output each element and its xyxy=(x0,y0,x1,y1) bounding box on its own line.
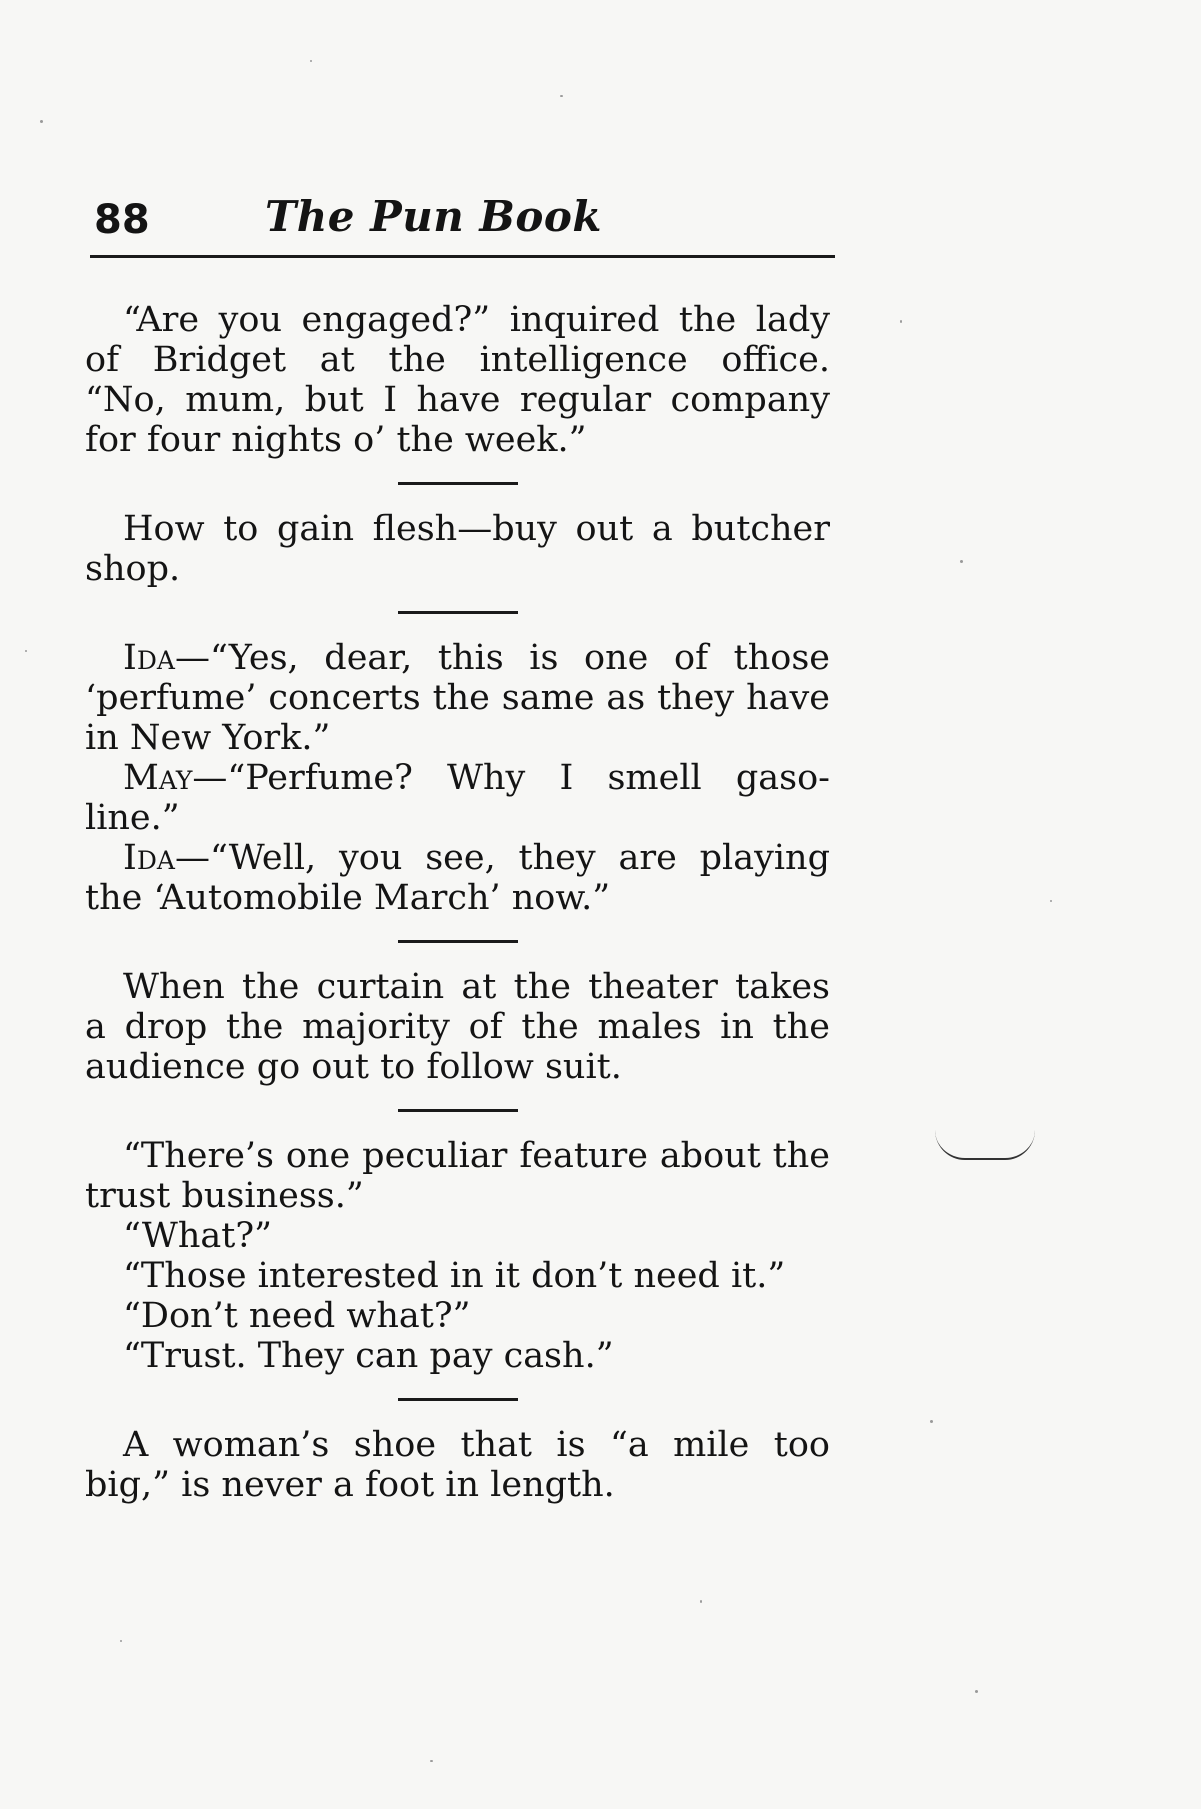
print-speck xyxy=(310,60,312,62)
print-speck xyxy=(700,1600,702,1603)
text-line: audience go out to follow suit. xyxy=(85,1047,622,1087)
print-speck xyxy=(40,120,43,123)
print-speck xyxy=(930,1420,933,1423)
joke-trust-business xyxy=(85,1136,830,1376)
page-number: 88 xyxy=(94,197,150,243)
margin-pencil-mark xyxy=(935,1130,1035,1160)
text-line: “Are you engaged?” inquired the lady xyxy=(123,300,830,340)
text-line: a drop the majority of the males in the xyxy=(85,1007,830,1047)
text-line: shop. xyxy=(85,549,181,589)
text-line: “Don’t need what?” xyxy=(123,1296,471,1336)
running-title: The Pun Book xyxy=(265,192,603,241)
joke-perfume-concert xyxy=(85,638,830,918)
text-line: of Bridget at the intelligence office. xyxy=(85,340,830,380)
text-line: How to gain flesh—buy out a butcher xyxy=(123,509,830,549)
joke-curtain xyxy=(85,967,830,1087)
text-line: trust business.” xyxy=(85,1176,364,1216)
text-line: “No, mum, but I have regular company xyxy=(85,380,830,420)
text-line: the ‘Automobile March’ now.” xyxy=(85,878,611,918)
page-body xyxy=(85,300,830,1505)
text-line: in New York.” xyxy=(85,718,331,758)
joke-engaged xyxy=(85,300,830,460)
text-line: “Trust. They can pay cash.” xyxy=(123,1336,614,1376)
joke-womans-shoe xyxy=(85,1425,830,1505)
dialogue-line xyxy=(85,638,830,678)
print-speck xyxy=(900,320,902,323)
text-line: line.” xyxy=(85,798,180,838)
print-speck xyxy=(1050,900,1052,902)
print-speck xyxy=(430,1760,433,1762)
text-line: A woman’s shoe that is “a mile too xyxy=(123,1425,830,1465)
dialogue-text: —“Well, you see, they are playing xyxy=(174,838,830,878)
joke-gain-flesh xyxy=(85,509,830,589)
page-header xyxy=(90,192,835,265)
dialogue-line xyxy=(85,838,830,878)
text-line: “What?” xyxy=(123,1216,272,1256)
dialogue-line xyxy=(85,758,830,798)
header-rule xyxy=(90,255,835,258)
text-line: When the curtain at the theater takes xyxy=(123,967,830,1007)
text-line: “Those interested in it don’t need it.” xyxy=(123,1256,786,1296)
print-speck xyxy=(960,560,963,563)
section-divider xyxy=(398,940,518,943)
text-line: ‘perfume’ concerts the same as they have xyxy=(85,678,830,718)
dialogue-text: —“Yes, dear, this is one of those xyxy=(174,638,830,678)
speaker-name: May xyxy=(123,758,193,798)
print-speck xyxy=(120,1640,122,1642)
speaker-name: Ida xyxy=(123,638,175,678)
speaker-name: Ida xyxy=(123,838,175,878)
print-speck xyxy=(560,95,563,97)
text-line: big,” is never a foot in length. xyxy=(85,1465,615,1505)
section-divider xyxy=(398,482,518,485)
text-line: “There’s one peculiar feature about the xyxy=(123,1136,830,1176)
print-speck xyxy=(25,650,27,652)
text-line: for four nights o’ the week.” xyxy=(85,420,587,460)
dialogue-text: —“Perfume? Why I smell gaso- xyxy=(192,758,830,798)
section-divider xyxy=(398,611,518,614)
section-divider xyxy=(398,1109,518,1112)
print-speck xyxy=(975,1690,978,1693)
section-divider xyxy=(398,1398,518,1401)
